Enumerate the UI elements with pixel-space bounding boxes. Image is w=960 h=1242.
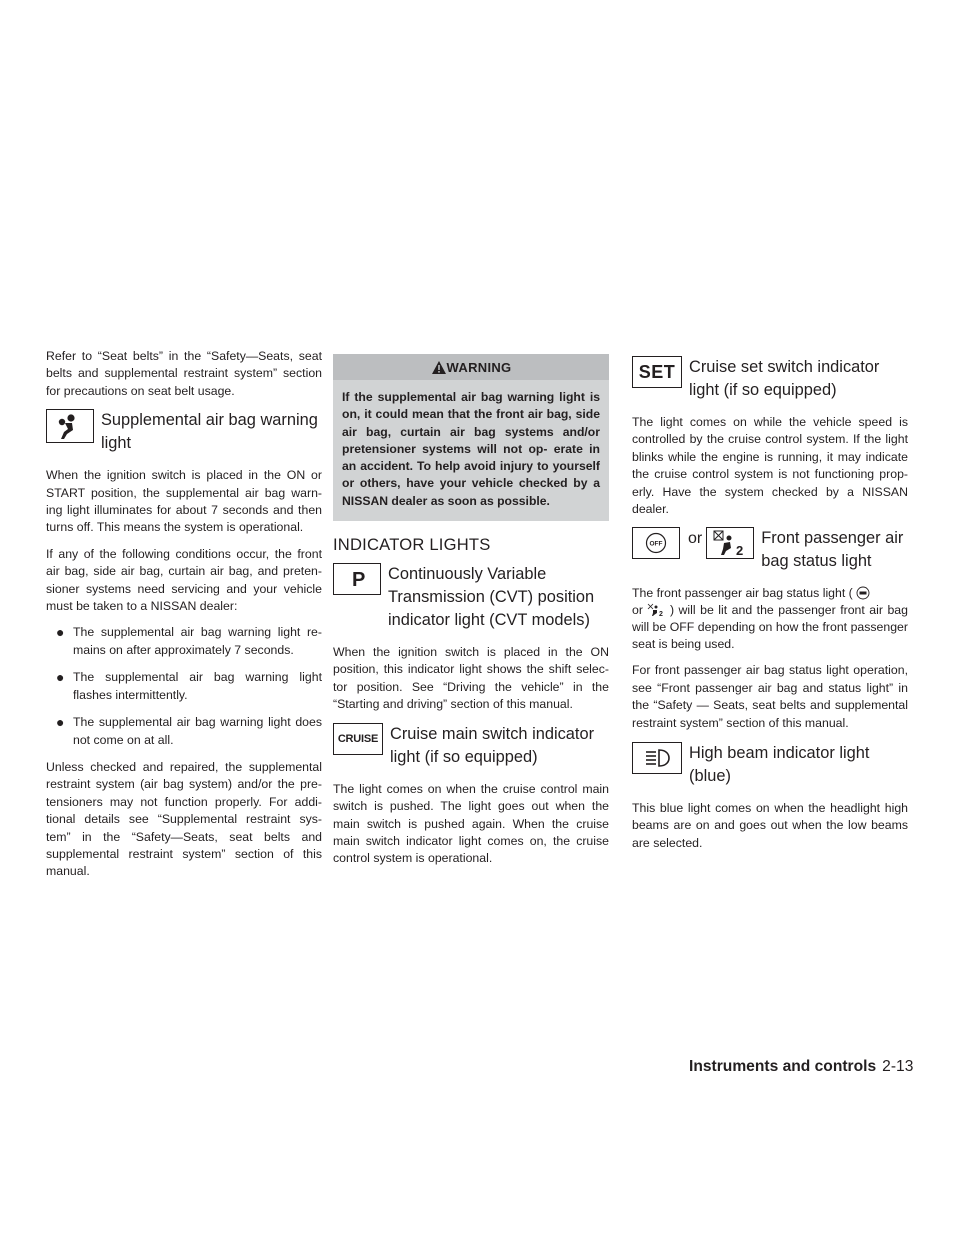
warning-header [333,354,609,380]
bullet-icon: ● [56,624,65,641]
list-item: ● The supplemental air bag warning light flashes intermittently. [56,669,322,702]
passenger-airbag-status-icon [706,527,754,559]
page-number: 2-13 [882,1058,914,1075]
high-beam-icon [632,742,682,774]
cvt-paragraph: When the ignition switch is placed in the ON position, this indicator light shows the shift selec- tor position. See “Driving the vehicle” in the “Starting and driving” section of this manual. [333,645,609,712]
warning-triangle-icon [431,360,447,375]
passenger-paragraph-1: The front passenger air bag status light ( or 2 ) will be lit and the passenger front air bag will be OFF depending on how the front passenger seat is being used. [632,586,908,652]
warning-text: If the supplemental air bag warning light is on, it could mean that the front air bag, side air bag, curtain air bag systems and/or pretensioner systems will not op- erate in an accident. To help avoid injury to yourself or others, have your vehicle checked by a NISSAN dealer as soon as possible. [342,390,600,508]
airbag-warning-icon [46,409,94,443]
svg-text:OFF: OFF [649,540,663,548]
column-left [46,348,322,890]
warning-box [333,354,609,521]
cruise-icon: CRUISE [333,723,383,755]
cvt-title: Continuously Variable Transmission (CVT) position indicator light (CVT models) [388,565,595,630]
off-icon-inline [856,586,870,600]
cvt-heading [333,563,609,632]
bullet-icon: ● [56,714,65,731]
column-middle [333,348,609,877]
high-beam-title: High beam indicator light (blue) [689,744,870,786]
list-item: ● The supplemental air bag warning light does not come on at all. [56,714,322,747]
cruise-set-paragraph: The light comes on while the vehicle speed is controlled by the cruise control system. If the light blinks while the engine is running, it may indicate the cruise control system is not functioning prop- erly. Have the system checked by a NISSAN dealer. [632,415,908,517]
warning-title: WARNING [446,359,512,375]
cruise-main-title: Cruise main switch indicator light (if so equipped) [390,724,595,766]
high-beam-paragraph: This blue light comes on when the headlight high beams are on and goes out when the low beams are selected. [632,801,908,850]
intro-paragraph: Refer to “Seat belts” in the “Safety—Seats, seat belts and supplemental restraint system” section for precautions on seat belt usage. [46,349,322,398]
column-right [632,348,908,861]
bullet-icon: ● [56,669,65,686]
cruise-main-paragraph: The light comes on when the cruise control main switch is pushed. The light goes out when the main switch is pushed again. When the cruise main switch indicator light comes on, the cruise control system is operational. [333,781,609,866]
list-item: ● The supplemental air bag warning light re- mains on after approximately 7 seconds. [56,624,322,657]
high-beam-heading [632,742,908,788]
passenger-airbag-heading [632,527,908,573]
svg-text:2: 2 [736,543,744,558]
airbag-paragraph-2: If any of the following conditions occur, the front air bag, side air bag, curtain air bag, and preten- sioner systems need servicing and your vehicle must be taken to a NISSAN dealer: [46,546,322,614]
svg-text:P: P [352,569,366,591]
svg-text:2: 2 [659,611,664,618]
airbag-warning-heading [46,409,322,455]
airbag-warning-title: Supplemental air bag warning light [101,411,318,453]
cruise-main-heading [333,723,609,769]
passenger-airbag-off-icon [632,527,680,559]
cruise-set-heading [632,356,908,402]
passenger-paragraph-2: For front passenger air bag status light operation, see “Front passenger air bag and status light” in the “Safety — Seats, seat belts and supplemental restraint system” section of this manual. [632,663,908,730]
section-heading: INDICATOR LIGHTS [333,535,491,555]
or-text: or [688,530,703,548]
airbag-paragraph-1: When the ignition switch is placed in the ON or START position, the supplemental air bag warn- ing light illuminates for about 7 seconds and then turns off. This means the system is operational. [46,468,322,535]
cvt-position-icon [333,563,381,595]
airbag-paragraph-3: Unless checked and repaired, the supplemental restraint system (air bag system) and/or the pre- tensioners may not function properly. For addi- tional details see “Supplemental restraint sys- tem” in the “Safety—Seats, seat belts and supplemental restraint system” section of this manual. [46,759,322,879]
set-icon: SET [632,356,682,388]
airbag-conditions-list [46,624,322,748]
page-footer [689,1058,913,1076]
passenger-airbag-title: Front passenger air bag status light [761,529,904,571]
footer-section-title: Instruments and controls [689,1058,877,1075]
passenger-icon-inline [647,603,665,617]
cruise-set-title: Cruise set switch indicator light (if so equipped) [689,358,880,399]
